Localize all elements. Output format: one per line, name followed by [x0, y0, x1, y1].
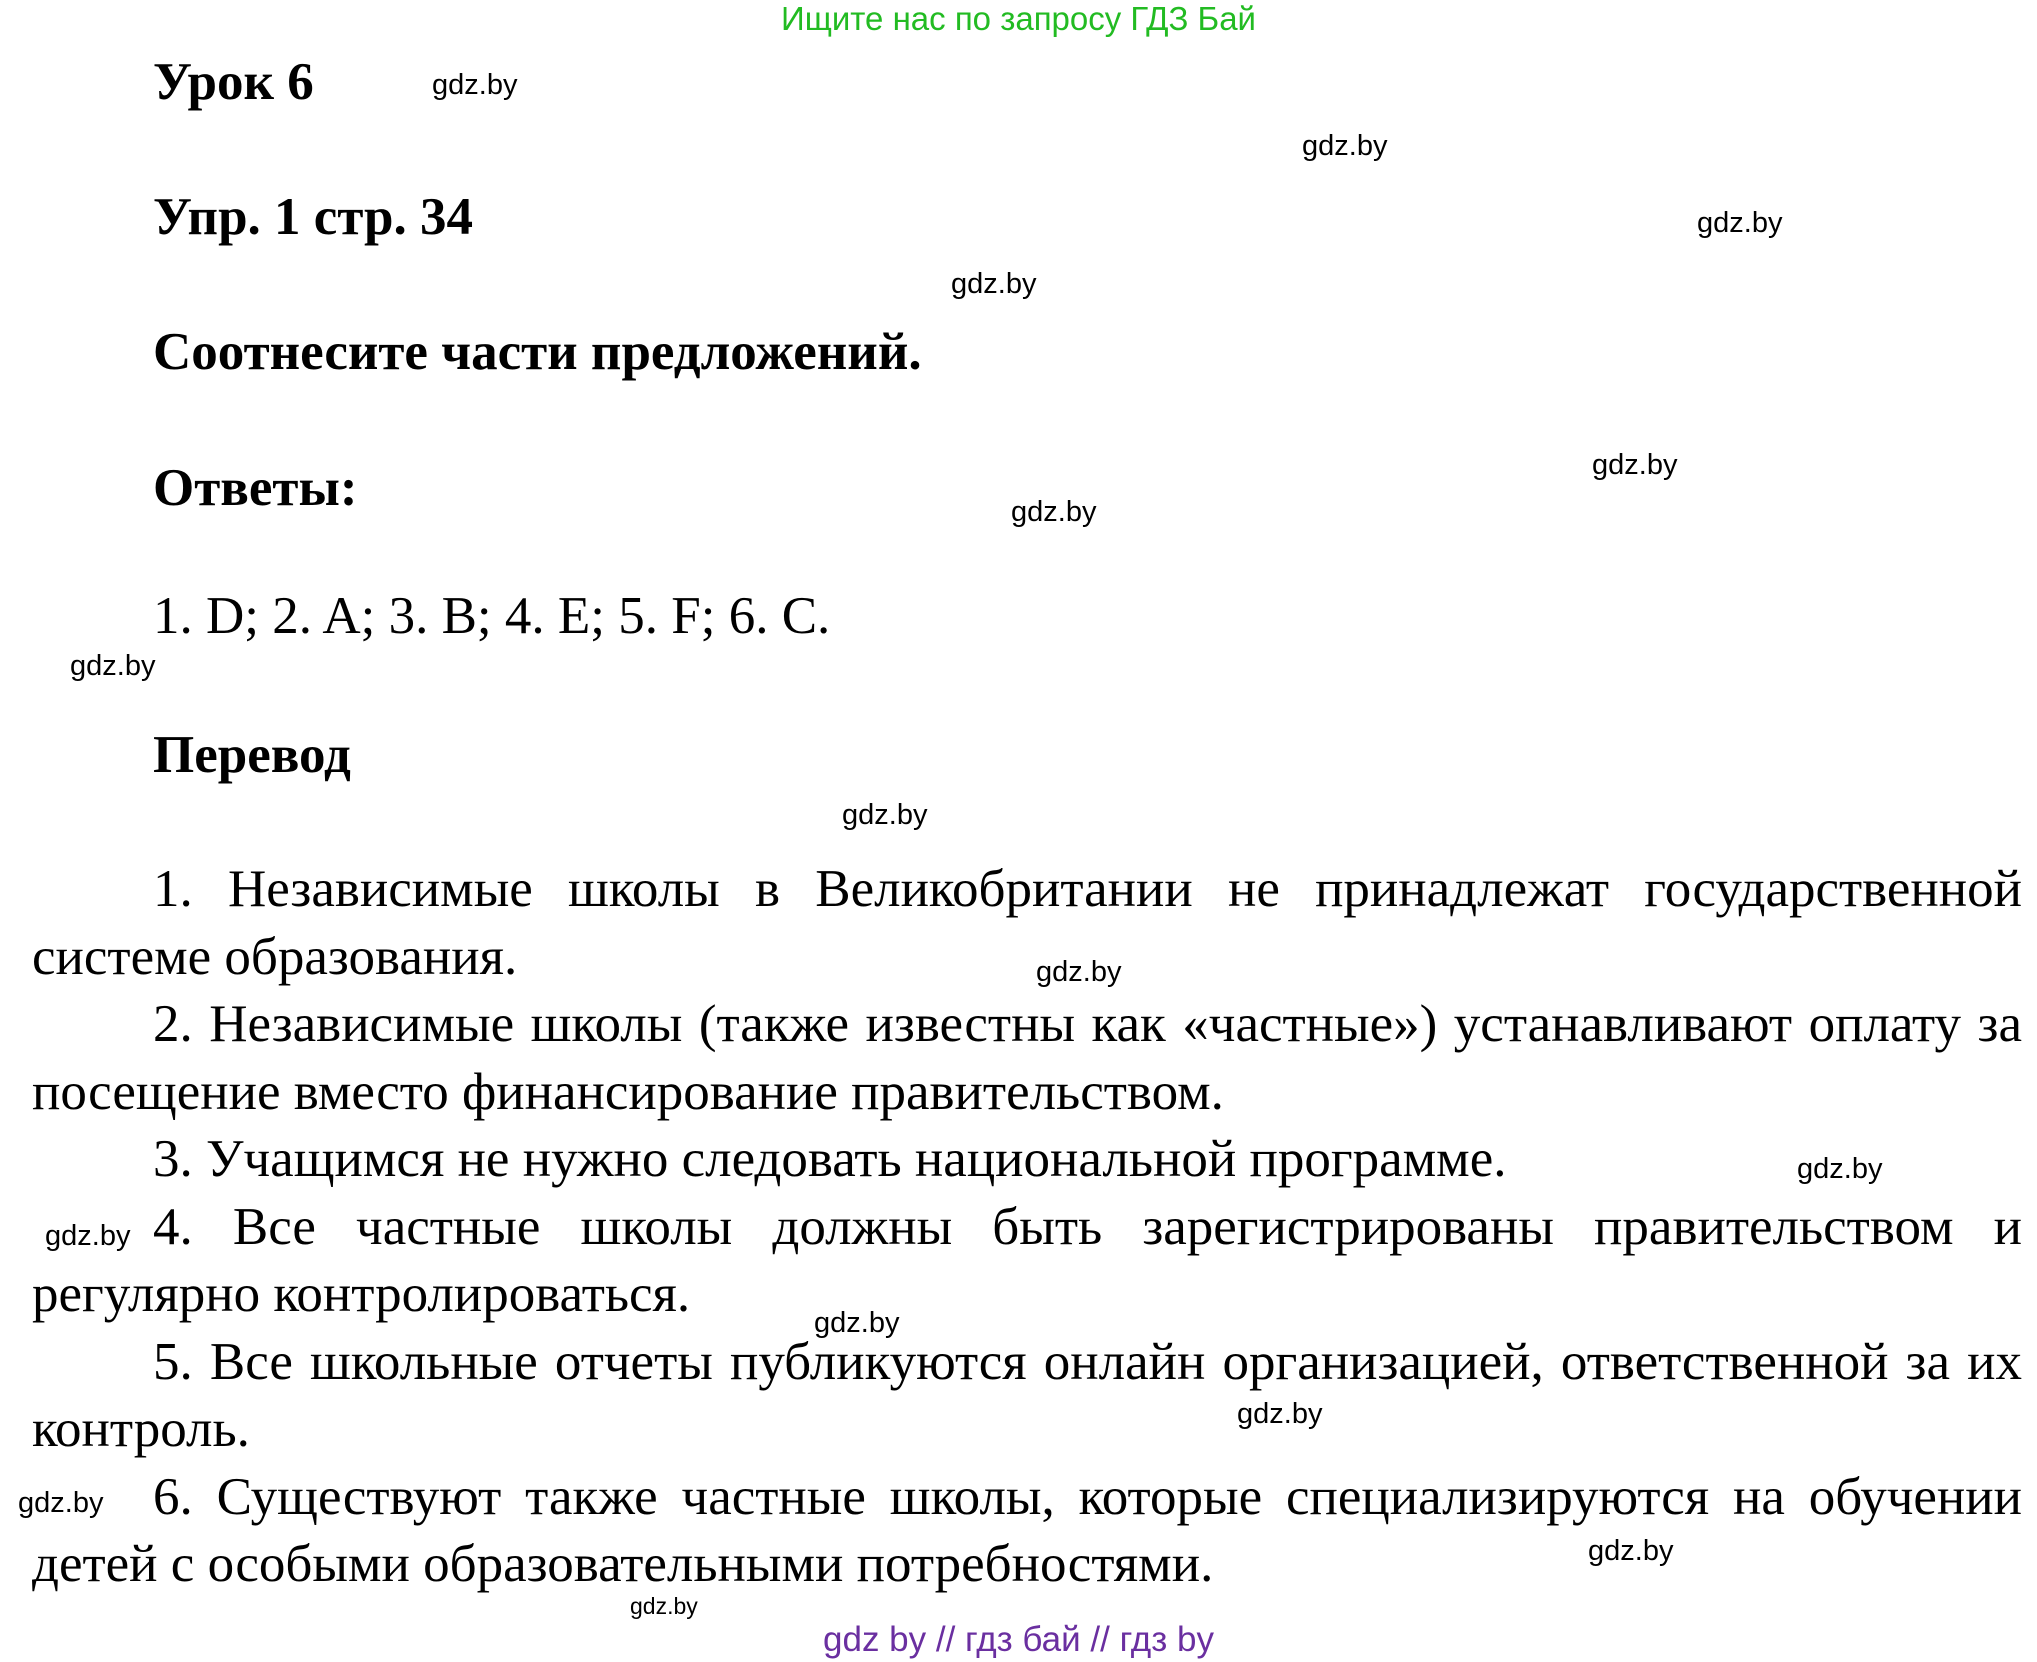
watermark: gdz.by [45, 1220, 131, 1252]
task-instruction: Соотнесите части предложений. [153, 323, 922, 381]
translation-item: 5. Все школьные отчеты публикуются онлайн организацией, ответственной за их контроль. [32, 1332, 2022, 1458]
watermark: gdz.by [814, 1307, 900, 1339]
watermark: gdz.by [1036, 956, 1122, 988]
watermark: gdz.by [630, 1593, 698, 1619]
watermark: gdz.by [1797, 1153, 1883, 1185]
watermark: gdz.by [70, 650, 156, 682]
watermark: gdz.by [1237, 1398, 1323, 1430]
watermark: gdz.by [842, 799, 928, 831]
watermark: gdz.by [1592, 449, 1678, 481]
watermark: gdz.by [1588, 1535, 1674, 1567]
watermark: gdz.by [951, 268, 1037, 300]
watermark: gdz.by [432, 69, 518, 101]
answers-heading: Ответы: [153, 459, 358, 517]
translation-list [32, 856, 2022, 1599]
translation-item: 3. Учащимся не нужно следовать национальной программе. [153, 1130, 1507, 1188]
translation-item: 4. Все частные школы должны быть зарегистрированы правительством и регулярно контролироваться. [32, 1197, 2022, 1323]
watermark: gdz.by [1697, 207, 1783, 239]
footer-links[interactable]: gdz by // гдз бай // гдз by [823, 1620, 1214, 1659]
lesson-title: Урок 6 [153, 53, 314, 111]
top-banner[interactable]: Ищите нас по запросу ГДЗ Бай [781, 0, 1256, 37]
translation-item: 6. Существуют также частные школы, которые специализируются на обучении детей с особыми образовательными потребностями. [32, 1467, 2022, 1593]
answers-text: 1. D; 2. A; 3. B; 4. E; 5. F; 6. C. [153, 587, 831, 645]
watermark: gdz.by [1302, 130, 1388, 162]
watermark: gdz.by [18, 1487, 104, 1519]
translation-heading: Перевод [153, 726, 351, 784]
translation-item: 2. Независимые школы (также известны как «частные») устанавливают оплату за посещение вместо финансирование правительством. [32, 995, 2022, 1121]
translation-item: 1. Независимые школы в Великобритании не принадлежат государственной системе образования. [32, 860, 2022, 986]
exercise-title: Упр. 1 стр. 34 [153, 188, 473, 246]
watermark: gdz.by [1011, 496, 1097, 528]
